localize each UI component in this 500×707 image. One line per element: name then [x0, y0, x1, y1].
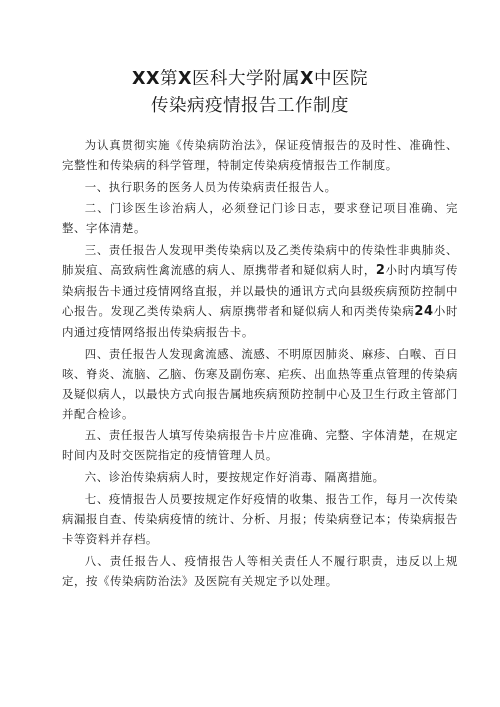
paragraph-item-3	[62, 240, 458, 342]
title-seg-x2: X	[300, 69, 314, 89]
hours-2-number: 2	[375, 263, 386, 279]
paragraph-intro: 为认真贯彻实施《传染病防治法》，保证疫情报告的及时性、准确性、完整性和传染病的科学管理，特制定传染病疫情报告工作制度。	[62, 138, 458, 172]
paragraph-item-3-part1: 三、责任报告人发现甲类传染病以及乙类传染病中的传染性非典肺炎、肺炭疽、高致病性禽流感的病人、原携带者和疑似病人时，	[62, 243, 458, 278]
title-seg-university: 医科大学附属	[192, 69, 300, 89]
paragraph-item-5: 五、责任报告人填写传染病报告卡片应准确、完整、字体清楚，在规定时间内及时交医院指定的疫情管理人员。	[62, 428, 458, 463]
paragraph-item-4: 四、责任报告人发现禽流感、流感、不明原因肺炎、麻疹、白喉、百日咳、脊炎、流脑、乙脑、伤寒及副伤寒、疟疾、出血热等重点管理的传染病及疑似病人，以最快方式向报告属地疾病预防控制中心及卫生行政主管部门并配合检诊。	[62, 346, 458, 421]
document-title-hospital	[0, 68, 500, 90]
paragraph-item-8: 八、责任报告人、疫情报告人等相关责任人不履行职责，违反以上规定，按《传染病防治法》及医院有关规定予以处理。	[62, 553, 458, 588]
paragraph-item-3-part3: 小时内通过疫情网络报出传染病报告卡。	[62, 304, 459, 340]
paragraph-item-3-part2: 小时内填写传染病报告卡通过疫情网络直报，并以最快的通讯方式向县级疾病预防控制中心报告。发现乙类传染病人、病原携带者和疑似病人和丙类传染病	[62, 263, 458, 319]
title-seg-hospital: 中医院	[314, 69, 368, 89]
document-title-policy: 传染病疫情报告工作制度	[151, 96, 349, 116]
title-seg-di: 第	[160, 69, 178, 89]
paragraph-item-1: 一、执行职务的医务人员为传染病责任报告人。	[84, 179, 337, 194]
title-seg-x1: X	[178, 69, 192, 89]
paragraph-item-7: 七、疫情报告人员要按规定作好疫情的收集、报告工作，每月一次传染病漏报自查、传染病疫情的统计、分析、月报；传染病登记本；传染病报告卡等资料并存档。	[62, 491, 458, 546]
paragraph-item-2: 二、门诊医生诊治病人，必须登记门诊日志，要求登记项目准确、完整、字体清楚。	[62, 201, 458, 236]
document-body	[62, 135, 458, 592]
hours-24-number: 24	[414, 304, 434, 320]
title-seg-xx: XX	[132, 69, 160, 89]
paragraph-item-6: 六、诊治传染病病人时，要按规定作好消毒、隔离措施。	[84, 470, 385, 485]
